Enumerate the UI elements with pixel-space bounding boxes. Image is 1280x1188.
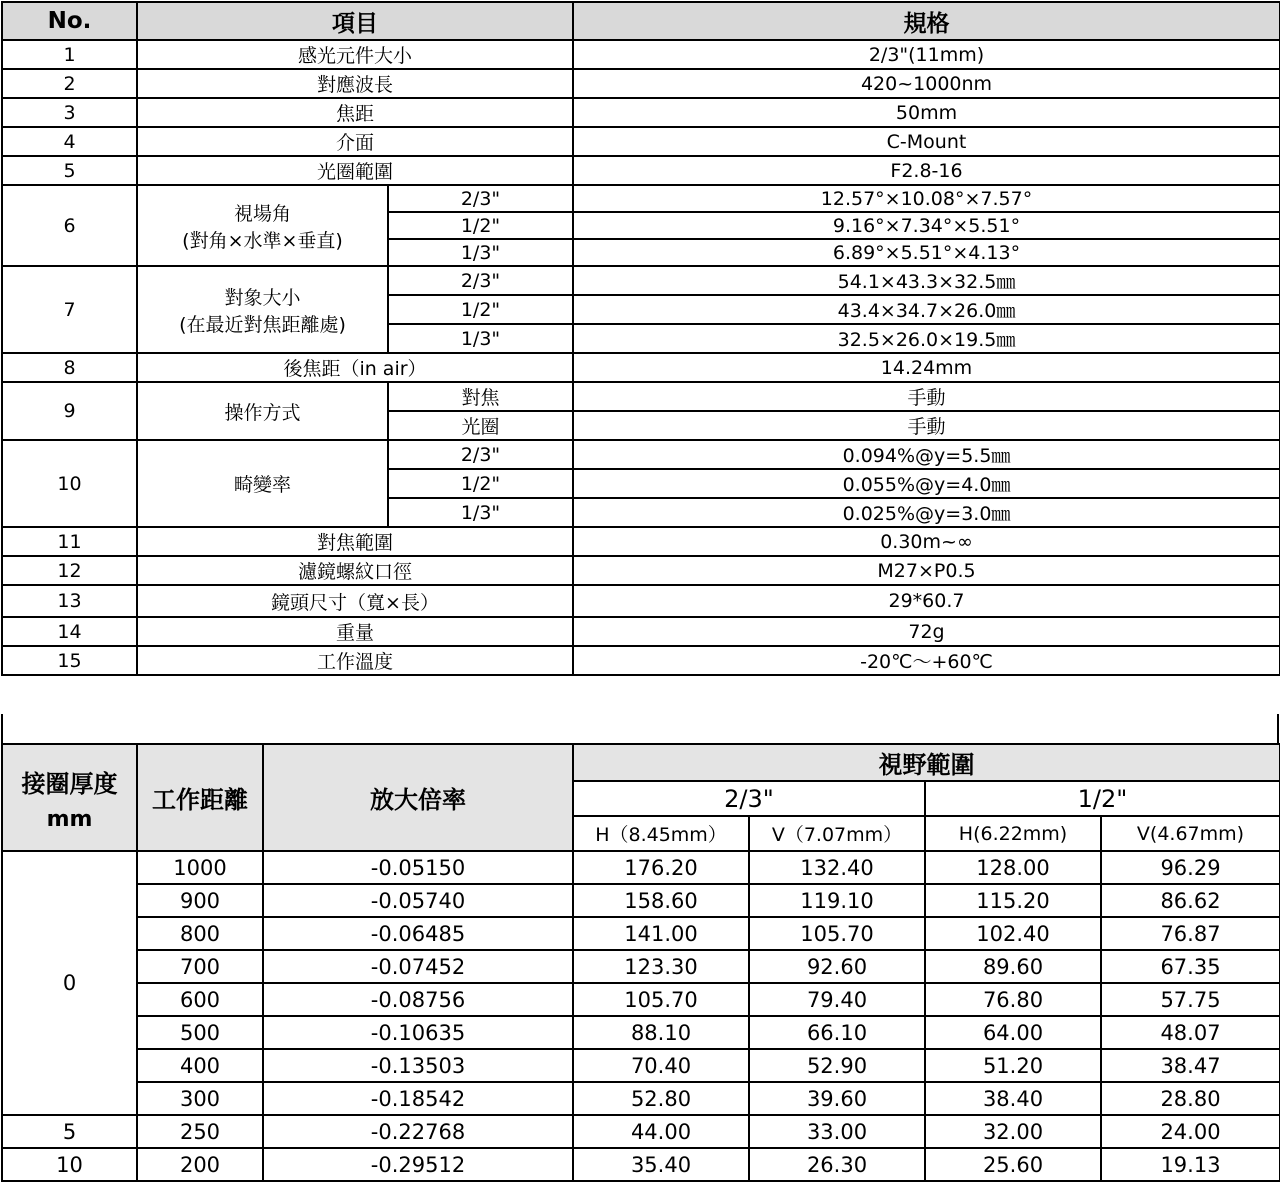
v-1-2-cell: 38.47	[1101, 1049, 1280, 1082]
h-1-2-cell: 64.00	[925, 1016, 1101, 1049]
col-h-2-3: H（8.45mm）	[573, 816, 749, 851]
h-1-2-cell: 25.60	[925, 1148, 1101, 1181]
magnification-cell: -0.22768	[263, 1115, 573, 1148]
item-line: 對象大小	[224, 286, 301, 309]
distance-cell: 800	[137, 917, 263, 950]
spacer-header	[2, 744, 137, 851]
fov-row	[2, 1148, 1280, 1181]
fov-header-row	[2, 744, 1280, 781]
row-value: 420~1000nm	[573, 69, 1280, 98]
row-value: F2.8-16	[573, 156, 1280, 185]
spec-row	[2, 585, 1280, 617]
magnification-cell: -0.29512	[263, 1148, 573, 1181]
row-no: 7	[2, 266, 137, 353]
h-2-3-cell: 44.00	[573, 1115, 749, 1148]
h-1-2-cell: 128.00	[925, 851, 1101, 884]
h-1-2-cell: 32.00	[925, 1115, 1101, 1148]
v-2-3-cell: 119.10	[749, 884, 925, 917]
row-no: 4	[2, 127, 137, 156]
sub-size: 1/2"	[388, 295, 573, 324]
row-value: 6.89°×5.51°×4.13°	[573, 239, 1280, 266]
magnification-cell: -0.18542	[263, 1082, 573, 1115]
fov-row	[2, 884, 1280, 917]
spec-table	[1, 1, 1280, 676]
row-no: 3	[2, 98, 137, 127]
fov-row	[2, 917, 1280, 950]
v-1-2-cell: 96.29	[1101, 851, 1280, 884]
distance-cell: 400	[137, 1049, 263, 1082]
row-value: 2/3"(11mm)	[573, 40, 1280, 69]
sub-size: 1/2"	[388, 212, 573, 239]
spec-row	[2, 440, 1280, 469]
row-no: 9	[2, 382, 137, 440]
v-2-3-cell: 105.70	[749, 917, 925, 950]
fov-row	[2, 950, 1280, 983]
spacer-header-line: 接圈厚度	[21, 769, 118, 798]
header-no: No.	[2, 2, 137, 40]
row-value: -20℃～+60℃	[573, 646, 1280, 675]
distance-cell: 300	[137, 1082, 263, 1115]
magnification-cell: -0.06485	[263, 917, 573, 950]
h-2-3-cell: 52.80	[573, 1082, 749, 1115]
sub-size: 1/3"	[388, 239, 573, 266]
magnification-cell: -0.05150	[263, 851, 573, 884]
row-no: 13	[2, 585, 137, 617]
v-2-3-cell: 66.10	[749, 1016, 925, 1049]
distance-cell: 900	[137, 884, 263, 917]
row-value: 43.4×34.7×26.0㎜	[573, 295, 1280, 324]
header-spec: 規格	[573, 2, 1280, 40]
item-line: (對角×水準×垂直)	[182, 229, 343, 252]
group-2-3: 2/3"	[573, 781, 925, 816]
sub-size: 1/3"	[388, 324, 573, 353]
col-v-1-2: V(4.67mm)	[1101, 816, 1280, 851]
distance-header: 工作距離	[137, 744, 263, 851]
row-item: 濾鏡螺紋口徑	[137, 556, 573, 585]
row-no: 14	[2, 617, 137, 646]
row-no: 8	[2, 353, 137, 382]
spec-row	[2, 382, 1280, 411]
distance-cell: 700	[137, 950, 263, 983]
sub-size: 2/3"	[388, 440, 573, 469]
h-2-3-cell: 123.30	[573, 950, 749, 983]
row-value: 12.57°×10.08°×7.57°	[573, 185, 1280, 212]
row-item: 焦距	[137, 98, 573, 127]
fov-header: 視野範圍	[573, 744, 1280, 781]
row-value: 0.025%@y=3.0㎜	[573, 498, 1280, 527]
header-item: 項目	[137, 2, 573, 40]
row-item: 操作方式	[137, 382, 388, 440]
magnification-cell: -0.07452	[263, 950, 573, 983]
fov-row	[2, 851, 1280, 884]
row-value: 32.5×26.0×19.5㎜	[573, 324, 1280, 353]
spec-row	[2, 40, 1280, 69]
spacer-cell: 10	[2, 1148, 137, 1181]
row-no: 10	[2, 440, 137, 527]
fov-row	[2, 1016, 1280, 1049]
row-value: 0.094%@y=5.5㎜	[573, 440, 1280, 469]
h-2-3-cell: 105.70	[573, 983, 749, 1016]
row-value: 手動	[573, 411, 1280, 440]
item-line: 視場角	[233, 202, 291, 225]
row-item: 介面	[137, 127, 573, 156]
sub-size: 光圈	[388, 411, 573, 440]
magnification-cell: -0.08756	[263, 983, 573, 1016]
col-h-1-2: H(6.22mm)	[925, 816, 1101, 851]
h-2-3-cell: 158.60	[573, 884, 749, 917]
h-1-2-cell: 115.20	[925, 884, 1101, 917]
spec-header-row	[2, 2, 1280, 40]
row-item: 工作溫度	[137, 646, 573, 675]
row-value: 72g	[573, 617, 1280, 646]
sub-size: 對焦	[388, 382, 573, 411]
table-gap	[1, 714, 1279, 743]
fov-row	[2, 1049, 1280, 1082]
h-2-3-cell: 88.10	[573, 1016, 749, 1049]
v-1-2-cell: 67.35	[1101, 950, 1280, 983]
row-value: 50mm	[573, 98, 1280, 127]
h-2-3-cell: 141.00	[573, 917, 749, 950]
spec-row	[2, 127, 1280, 156]
h-1-2-cell: 51.20	[925, 1049, 1101, 1082]
fov-row	[2, 983, 1280, 1016]
v-1-2-cell: 86.62	[1101, 884, 1280, 917]
row-no: 12	[2, 556, 137, 585]
row-item: 感光元件大小	[137, 40, 573, 69]
h-1-2-cell: 76.80	[925, 983, 1101, 1016]
col-v-2-3: V（7.07mm）	[749, 816, 925, 851]
sub-size: 1/2"	[388, 469, 573, 498]
v-1-2-cell: 57.75	[1101, 983, 1280, 1016]
spec-row	[2, 617, 1280, 646]
spec-row	[2, 527, 1280, 556]
spec-row	[2, 156, 1280, 185]
fov-row	[2, 1082, 1280, 1115]
h-2-3-cell: 35.40	[573, 1148, 749, 1181]
magnification-cell: -0.13503	[263, 1049, 573, 1082]
row-item: 光圈範圍	[137, 156, 573, 185]
row-value: 手動	[573, 382, 1280, 411]
sub-size: 2/3"	[388, 266, 573, 295]
row-no: 2	[2, 69, 137, 98]
distance-cell: 200	[137, 1148, 263, 1181]
row-value: 0.055%@y=4.0㎜	[573, 469, 1280, 498]
spacer-cell: 0	[2, 851, 137, 1115]
v-2-3-cell: 39.60	[749, 1082, 925, 1115]
h-1-2-cell: 89.60	[925, 950, 1101, 983]
row-value: M27×P0.5	[573, 556, 1280, 585]
row-no: 15	[2, 646, 137, 675]
v-1-2-cell: 28.80	[1101, 1082, 1280, 1115]
row-no: 6	[2, 185, 137, 266]
spacer-header-line: mm	[46, 806, 93, 832]
row-item: 對應波長	[137, 69, 573, 98]
sub-size: 2/3"	[388, 185, 573, 212]
magnification-header: 放大倍率	[263, 744, 573, 851]
item-line: (在最近對焦距離處)	[179, 313, 346, 336]
sub-size: 1/3"	[388, 498, 573, 527]
v-2-3-cell: 79.40	[749, 983, 925, 1016]
fov-table	[1, 743, 1280, 1182]
row-value: C-Mount	[573, 127, 1280, 156]
h-2-3-cell: 176.20	[573, 851, 749, 884]
distance-cell: 1000	[137, 851, 263, 884]
row-item: 畸變率	[137, 440, 388, 527]
row-value: 0.30m~∞	[573, 527, 1280, 556]
magnification-cell: -0.05740	[263, 884, 573, 917]
v-2-3-cell: 33.00	[749, 1115, 925, 1148]
spec-row	[2, 69, 1280, 98]
row-item: 對焦範圍	[137, 527, 573, 556]
spec-row	[2, 556, 1280, 585]
distance-cell: 250	[137, 1115, 263, 1148]
h-2-3-cell: 70.40	[573, 1049, 749, 1082]
v-1-2-cell: 48.07	[1101, 1016, 1280, 1049]
row-no: 5	[2, 156, 137, 185]
row-value: 54.1×43.3×32.5㎜	[573, 266, 1280, 295]
v-1-2-cell: 19.13	[1101, 1148, 1280, 1181]
spec-row	[2, 266, 1280, 295]
v-2-3-cell: 52.90	[749, 1049, 925, 1082]
fov-row	[2, 1115, 1280, 1148]
row-value: 14.24mm	[573, 353, 1280, 382]
v-2-3-cell: 132.40	[749, 851, 925, 884]
h-1-2-cell: 102.40	[925, 917, 1101, 950]
row-no: 1	[2, 40, 137, 69]
v-1-2-cell: 24.00	[1101, 1115, 1280, 1148]
row-item	[137, 185, 388, 266]
distance-cell: 600	[137, 983, 263, 1016]
row-item: 後焦距（in air）	[137, 353, 573, 382]
v-1-2-cell: 76.87	[1101, 917, 1280, 950]
v-2-3-cell: 92.60	[749, 950, 925, 983]
spacer-cell: 5	[2, 1115, 137, 1148]
row-no: 11	[2, 527, 137, 556]
spec-row	[2, 185, 1280, 212]
row-value: 29*60.7	[573, 585, 1280, 617]
row-item	[137, 266, 388, 353]
spec-row	[2, 353, 1280, 382]
v-2-3-cell: 26.30	[749, 1148, 925, 1181]
h-1-2-cell: 38.40	[925, 1082, 1101, 1115]
magnification-cell: -0.10635	[263, 1016, 573, 1049]
group-1-2: 1/2"	[925, 781, 1280, 816]
spec-row	[2, 98, 1280, 127]
row-item: 鏡頭尺寸（寬×長）	[137, 585, 573, 617]
spec-row	[2, 646, 1280, 675]
distance-cell: 500	[137, 1016, 263, 1049]
row-item: 重量	[137, 617, 573, 646]
row-value: 9.16°×7.34°×5.51°	[573, 212, 1280, 239]
